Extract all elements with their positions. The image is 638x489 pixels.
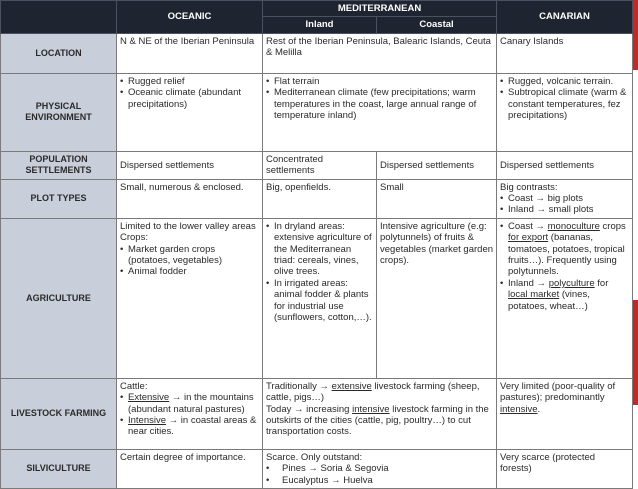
list-item: • Rugged relief [120,76,259,87]
silviculture-med-intro: Scarce. Only outstand: [266,451,363,463]
text-span: polyculture [548,277,595,289]
plot-oceanic: Small, numerous & enclosed. [117,179,263,218]
label-silviculture: SILVICULTURE [1,449,117,488]
list-item [266,475,493,486]
header-canarian: CANARIAN [497,1,633,34]
livestock-canarian [497,378,633,449]
text-span: Pines → Soria & Segovia [282,463,389,475]
location-mediterranean: Rest of the Iberian Peninsula, Balearic Islands, Ceuta & Melilla [263,33,497,73]
header-coastal: Coastal [377,17,497,33]
label-location: LOCATION [1,33,117,73]
text-span: monoculture [547,220,600,232]
livestock-oceanic [117,378,263,449]
header-oceanic: OCEANIC [117,1,263,34]
text-span: Extensive [128,392,170,404]
text-span: → in the mountains (abundant natural pastures) [128,392,254,415]
agriculture-oceanic-intro: Limited to the lower valley areas [120,220,256,232]
silviculture-mediterranean [263,449,497,488]
list-item: • In irrigated areas: animal fodder & plants for industrial use (sunflowers, cotton,…). [266,278,373,324]
text-span: (vines, potatoes, wheat…) [508,289,590,312]
label-plot-types: PLOT TYPES [1,179,117,218]
silviculture-oceanic: Certain degree of importance. [117,449,263,488]
text-span: crops [599,220,626,232]
list-item: • Subtropical climate (warm & constant temperatures, fez precipitations) [500,87,629,121]
population-canarian: Dispersed settlements [497,151,633,179]
accent-bar-middle [633,300,638,405]
list-item: • Oceanic climate (abundant precipitations) [120,87,259,110]
agriculture-coastal: Intensive agriculture (e.g: polytunnels) of fruits & vegetables (market garden crops). [377,218,497,378]
text-span: Inland → [508,277,549,289]
text-span: Eucalyptus → Huelva [282,474,373,486]
text-span: Today → increasing [266,403,353,415]
plot-coastal: Small [377,179,497,218]
physical-canarian [497,73,633,151]
text-span: Very limited (poor-quality of pastures); predominantly [500,380,616,404]
row-silviculture [1,449,633,488]
text-span: (bananas, tomatoes, potatoes, tropical fruits…). Frequently using polytunnels. [508,232,625,278]
plot-canarian [497,179,633,218]
text-span: intensive [500,403,538,415]
plot-inland: Big, openfields. [263,179,377,218]
text-span: livestock farming (sheep, cattle, pigs…) [266,380,480,404]
population-coastal: Dispersed settlements [377,151,497,179]
text-span: livestock farming in the outskirts of the cities (cattle, pig, poultry…) to cut transportation costs. [266,403,489,438]
population-oceanic: Dispersed settlements [117,151,263,179]
agriculture-oceanic-crops: Crops: [120,232,148,244]
physical-oceanic [117,73,263,151]
livestock-mediterranean [263,378,497,449]
header-inland: Inland [263,17,377,33]
list-item: • Market garden crops (potatoes, vegetables) [120,244,259,267]
list-item: • Animal fodder [120,266,259,277]
accent-bar-top [633,0,638,70]
livestock-med-today [266,404,493,438]
row-physical [1,73,633,151]
list-item: • Inland → small plots [500,204,629,215]
population-inland: Concentrated settlements [263,151,377,179]
list-item [120,415,259,438]
physical-mediterranean [263,73,497,151]
header-mediterranean: MEDITERRANEAN [263,1,497,17]
livestock-med-traditional [266,381,493,404]
list-item: • Coast → big plots [500,193,629,204]
header-row-1 [1,1,633,17]
location-canarian: Canary Islands [497,33,633,73]
text-span: extensive [331,380,372,392]
list-item: • Mediterranean climate (few precipitations; warm temperatures in the coast, large annual range of temperature inland) [266,87,493,121]
text-span: . [537,403,541,415]
row-plot-types [1,179,633,218]
agriculture-oceanic [117,218,263,378]
text-span: for export [508,232,549,244]
list-item [500,221,629,278]
text-span: Traditionally → [266,380,332,392]
list-item [120,392,259,415]
text-span: for [594,277,609,289]
label-livestock: LIVESTOCK FARMING [1,378,117,449]
text-span: Coast → [508,220,548,232]
text-span: local market [508,289,560,301]
list-item [500,278,629,312]
list-item: • Rugged, volcanic terrain. [500,76,629,87]
row-agriculture [1,218,633,378]
plot-canarian-intro: Big contrasts: [500,181,558,193]
row-population [1,151,633,179]
label-physical: PHYSICAL ENVIRONMENT [1,73,117,151]
label-population: POPULATION SETTLEMENTS [1,151,117,179]
location-oceanic: N & NE of the Iberian Peninsula [117,33,263,73]
label-agriculture: AGRICULTURE [1,218,117,378]
text-span: → in coastal areas & near cities. [128,415,257,438]
list-item: • Flat terrain [266,76,493,87]
agriculture-canarian [497,218,633,378]
agriculture-inland [263,218,377,378]
header-empty [1,1,117,34]
livestock-oceanic-intro: Cattle: [120,380,148,392]
text-span: intensive [352,403,390,415]
row-location [1,33,633,73]
list-item: • In dryland areas: extensive agriculture of the Mediterranean triad: cereals, vines, olive trees. [266,221,373,278]
row-livestock [1,378,633,449]
silviculture-canarian: Very scarce (protected forests) [497,449,633,488]
list-item [266,463,493,474]
text-span: Intensive [128,415,167,427]
